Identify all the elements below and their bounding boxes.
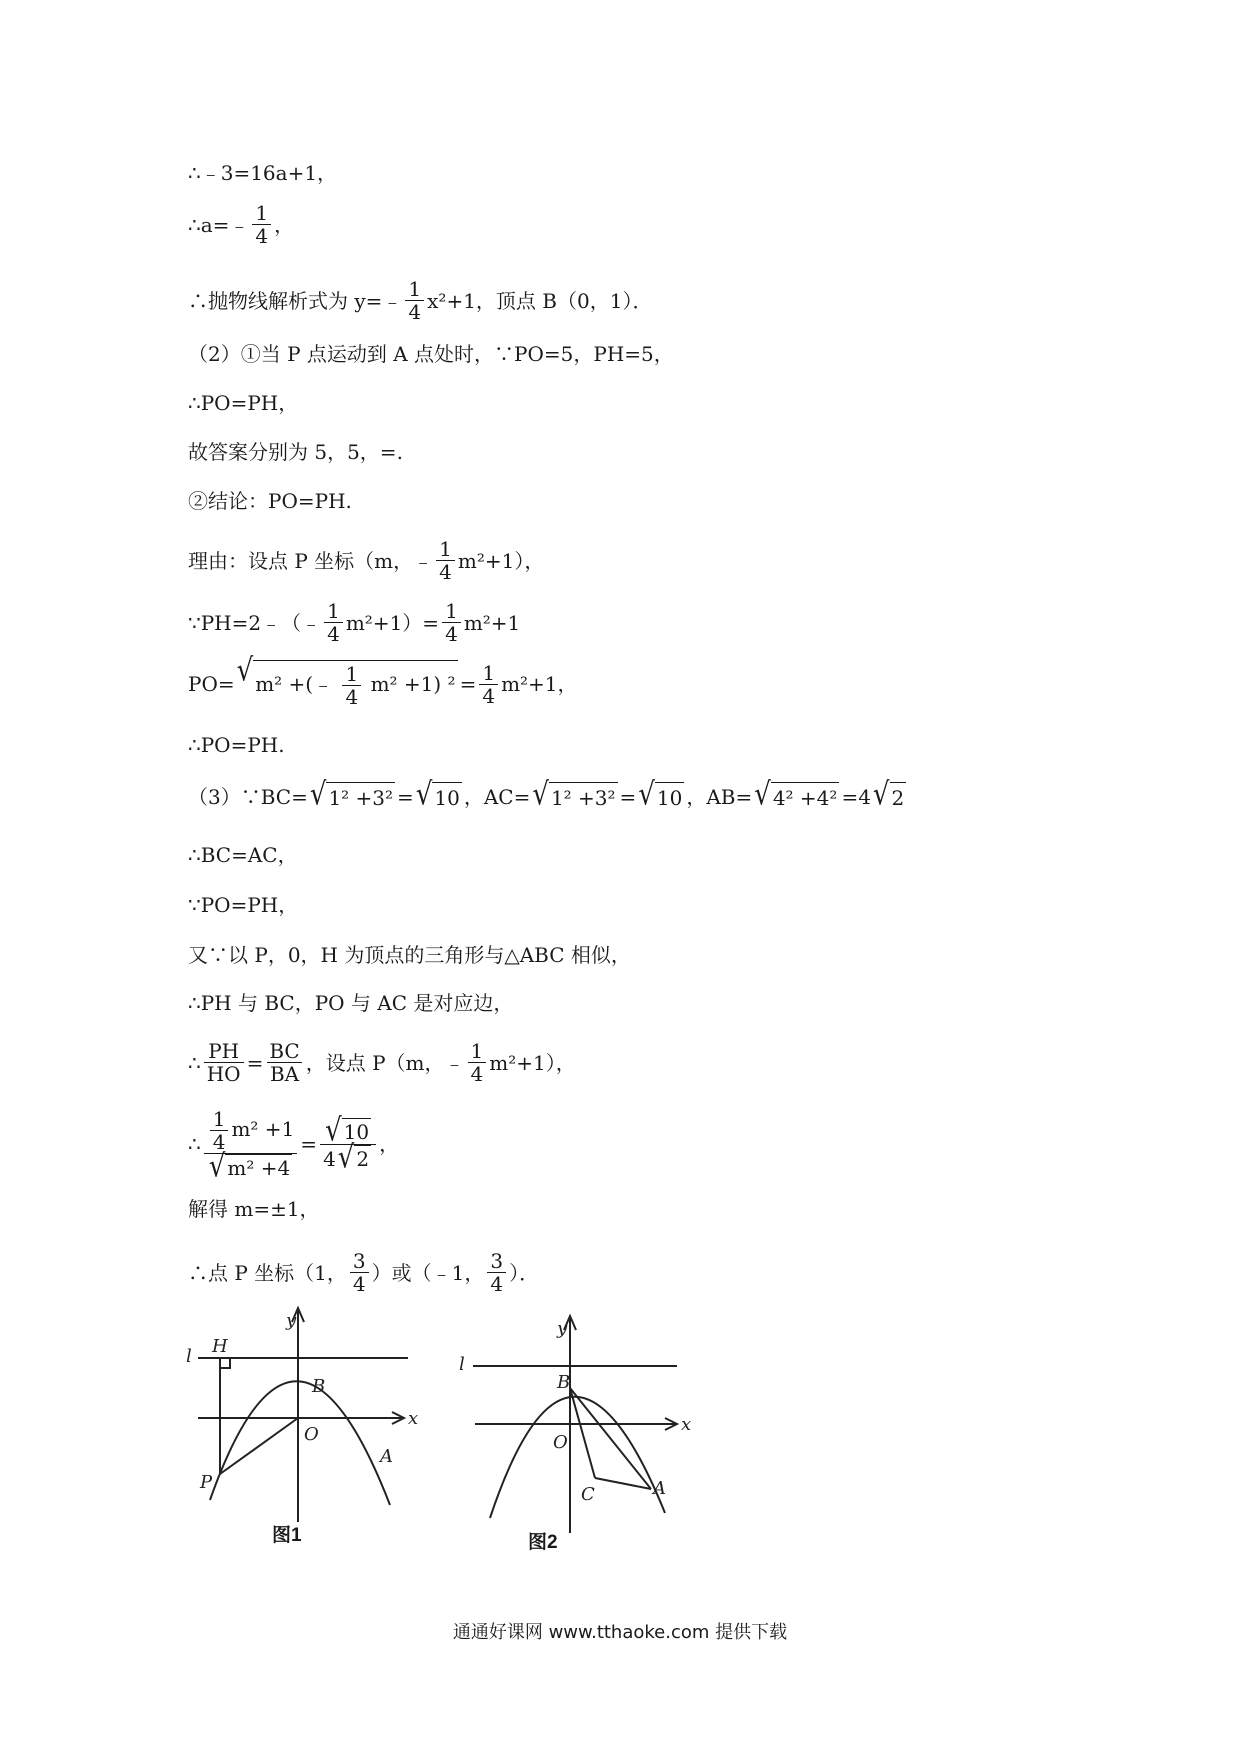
fraction <box>204 1040 244 1085</box>
text: ，AB= <box>686 784 753 809</box>
parabola <box>210 1381 390 1505</box>
numerator: PH <box>208 1039 240 1063</box>
text: ∴点 P 坐标（1， <box>188 1260 347 1285</box>
line-7 <box>188 488 352 514</box>
radical-sign: √ <box>754 776 771 813</box>
numerator: 1 <box>445 599 458 623</box>
text: = <box>459 672 477 696</box>
radicand: 2 <box>890 782 907 811</box>
denominator: 4 <box>350 1272 369 1295</box>
line-16 <box>188 990 513 1016</box>
text: =4 <box>841 784 871 809</box>
denominator: BA <box>267 1062 302 1085</box>
text: m²+1）， <box>489 1050 576 1075</box>
text: m² +(﹣ <box>255 672 334 696</box>
label-y: y <box>557 1318 568 1339</box>
numerator <box>204 1108 298 1153</box>
line-14 <box>188 892 298 918</box>
radicand <box>253 660 457 708</box>
denominator: 4 <box>479 684 498 707</box>
text: 解得 m=±1， <box>188 1197 320 1221</box>
denominator: 4 <box>436 560 455 583</box>
line-10 <box>188 652 578 709</box>
label-b: B <box>557 1372 571 1393</box>
line-20 <box>188 1250 539 1295</box>
fraction <box>320 1112 376 1176</box>
line-11 <box>188 732 285 758</box>
line-19 <box>188 1196 320 1222</box>
denominator: 4 <box>252 224 271 247</box>
denominator: 4 <box>468 1062 487 1085</box>
segment-ba <box>570 1388 651 1489</box>
numerator: 1 <box>212 1107 226 1131</box>
text: ， <box>379 1132 400 1156</box>
text: ∴PO=PH. <box>188 733 285 757</box>
denominator <box>204 1149 297 1185</box>
figure-2-caption: 图2 <box>528 1532 558 1553</box>
label-c: C <box>581 1484 595 1505</box>
text: ∴﹣3=16a+1， <box>188 161 338 185</box>
numerator: 1 <box>345 662 359 686</box>
fraction <box>252 202 271 247</box>
fraction <box>210 1108 229 1153</box>
line-6 <box>188 439 403 465</box>
fraction <box>324 600 343 645</box>
radicand: 10 <box>343 1119 370 1144</box>
text: = <box>619 784 637 809</box>
text: ∴ <box>188 1050 201 1075</box>
text: ，AC= <box>463 784 531 809</box>
radicand: 10 <box>432 782 461 811</box>
line-17 <box>188 1040 576 1085</box>
line-9 <box>188 600 520 645</box>
text: = <box>397 784 414 809</box>
square-root <box>532 776 617 813</box>
label-h: H <box>212 1336 228 1357</box>
numerator: 3 <box>352 1249 366 1273</box>
text: 4 <box>323 1146 336 1171</box>
fraction <box>405 278 424 323</box>
right-angle-mark <box>220 1358 230 1368</box>
numerator: 3 <box>490 1249 504 1273</box>
fraction <box>442 600 461 645</box>
line-1 <box>188 160 337 186</box>
numerator: 1 <box>439 537 452 561</box>
text: PO= <box>188 672 235 696</box>
line-8 <box>188 538 544 583</box>
text: 理由：设点 P 坐标（m，﹣ <box>188 548 434 573</box>
label-o: O <box>553 1432 568 1453</box>
label-l: l <box>186 1346 192 1367</box>
square-root <box>309 776 395 813</box>
text: （3）∵BC= <box>188 784 308 809</box>
line-12 <box>188 776 908 813</box>
label-b: B <box>312 1376 326 1397</box>
footer-text: 通通好课网 www.tthaoke.com 提供下载 <box>452 1622 788 1643</box>
text: ∴a=﹣ <box>188 212 250 237</box>
radical-sign: √ <box>337 1139 355 1176</box>
text: ）或（﹣1， <box>371 1260 485 1285</box>
fraction <box>436 538 455 583</box>
fraction <box>468 1040 487 1085</box>
radicand: 4² +4² <box>771 782 840 811</box>
square-root <box>337 1139 371 1176</box>
text: m²+1）= <box>345 610 440 635</box>
line-18 <box>188 1107 400 1185</box>
square-root <box>236 652 458 709</box>
text: ，设点 P（m，﹣ <box>305 1050 465 1075</box>
radical-sign: √ <box>309 776 327 813</box>
numerator: 1 <box>327 599 340 623</box>
text: ∴PH 与 BC，PO 与 AC 是对应边， <box>188 991 514 1015</box>
numerator: 1 <box>470 1039 484 1063</box>
label-p: P <box>200 1472 213 1493</box>
radical-sign: √ <box>325 1112 342 1149</box>
figure-1-diagram <box>180 1300 440 1530</box>
radical-sign: √ <box>872 776 890 813</box>
text: x²+1，顶点 B（0，1）． <box>427 288 653 313</box>
fraction <box>342 663 361 708</box>
label-x: x <box>681 1414 692 1435</box>
square-root <box>638 776 684 813</box>
text: 故答案分别为 5，5，=. <box>188 440 403 464</box>
radicand: m² +4 <box>227 1156 291 1180</box>
text: = <box>246 1050 264 1075</box>
radicand: 1² +3² <box>549 782 618 811</box>
denominator: 4 <box>487 1272 506 1295</box>
text: 又∵以 P，0，H 为顶点的三角形与△ABC 相似， <box>188 943 631 967</box>
fraction <box>487 1250 506 1295</box>
radical-sign: √ <box>208 1149 226 1185</box>
numerator: 1 <box>408 277 422 301</box>
text: ∴BC=AC， <box>188 843 298 867</box>
text: m²+1）， <box>457 548 545 573</box>
fraction <box>266 1040 302 1085</box>
figure-2-diagram <box>455 1308 715 1538</box>
fraction <box>350 1250 369 1295</box>
line-5 <box>188 390 298 416</box>
radical-sign: √ <box>236 652 254 689</box>
text: ∴PO=PH， <box>188 391 299 415</box>
square-root <box>754 776 839 813</box>
text: m²+1， <box>501 672 578 696</box>
line-4 <box>188 341 674 367</box>
text: ， <box>274 212 295 237</box>
text: ∵PO=PH， <box>188 893 299 917</box>
line-13 <box>188 842 298 868</box>
text: ）． <box>509 1260 540 1285</box>
fraction <box>204 1107 298 1185</box>
text: m² +1) ² <box>370 672 456 696</box>
label-x: x <box>408 1408 419 1429</box>
square-root <box>415 776 462 813</box>
line-15 <box>188 942 631 968</box>
denominator: 4 <box>342 685 361 708</box>
text: （2）①当 P 点运动到 A 点处时，∵PO=5，PH=5， <box>188 342 674 366</box>
label-o: O <box>304 1424 319 1445</box>
numerator: BC <box>269 1039 300 1063</box>
radical-sign: √ <box>415 776 433 813</box>
label-y: y <box>286 1310 297 1331</box>
numerator: 1 <box>482 660 496 685</box>
radicand: 2 <box>356 1146 370 1171</box>
denominator: 4 <box>324 622 343 645</box>
square-root <box>208 1149 292 1185</box>
text: ∴ <box>188 1132 201 1156</box>
denominator: HO <box>204 1062 244 1085</box>
text: ∴抛物线解析式为 y=﹣ <box>188 288 403 313</box>
text: m² +1 <box>231 1117 295 1141</box>
line-3 <box>188 278 652 323</box>
text: ∵PH=2﹣（﹣ <box>188 610 322 635</box>
label-a: A <box>653 1478 666 1499</box>
text: m²+1 <box>463 610 521 635</box>
denominator: 4 <box>442 622 461 645</box>
denominator: 4 <box>210 1130 229 1153</box>
text: ②结论：PO=PH. <box>188 489 352 513</box>
denominator: 4 <box>405 300 424 323</box>
radicand: 1² +3² <box>326 782 395 811</box>
label-a: A <box>380 1446 393 1467</box>
square-root <box>872 776 906 813</box>
radical-sign: √ <box>532 776 549 813</box>
fraction <box>479 662 498 707</box>
text: = <box>300 1132 318 1156</box>
numerator: 1 <box>255 201 269 225</box>
figure-1-caption: 图1 <box>272 1525 302 1546</box>
label-l: l <box>459 1354 465 1375</box>
radical-sign: √ <box>638 776 655 813</box>
radicand: 10 <box>655 782 684 811</box>
line-2 <box>188 202 294 247</box>
